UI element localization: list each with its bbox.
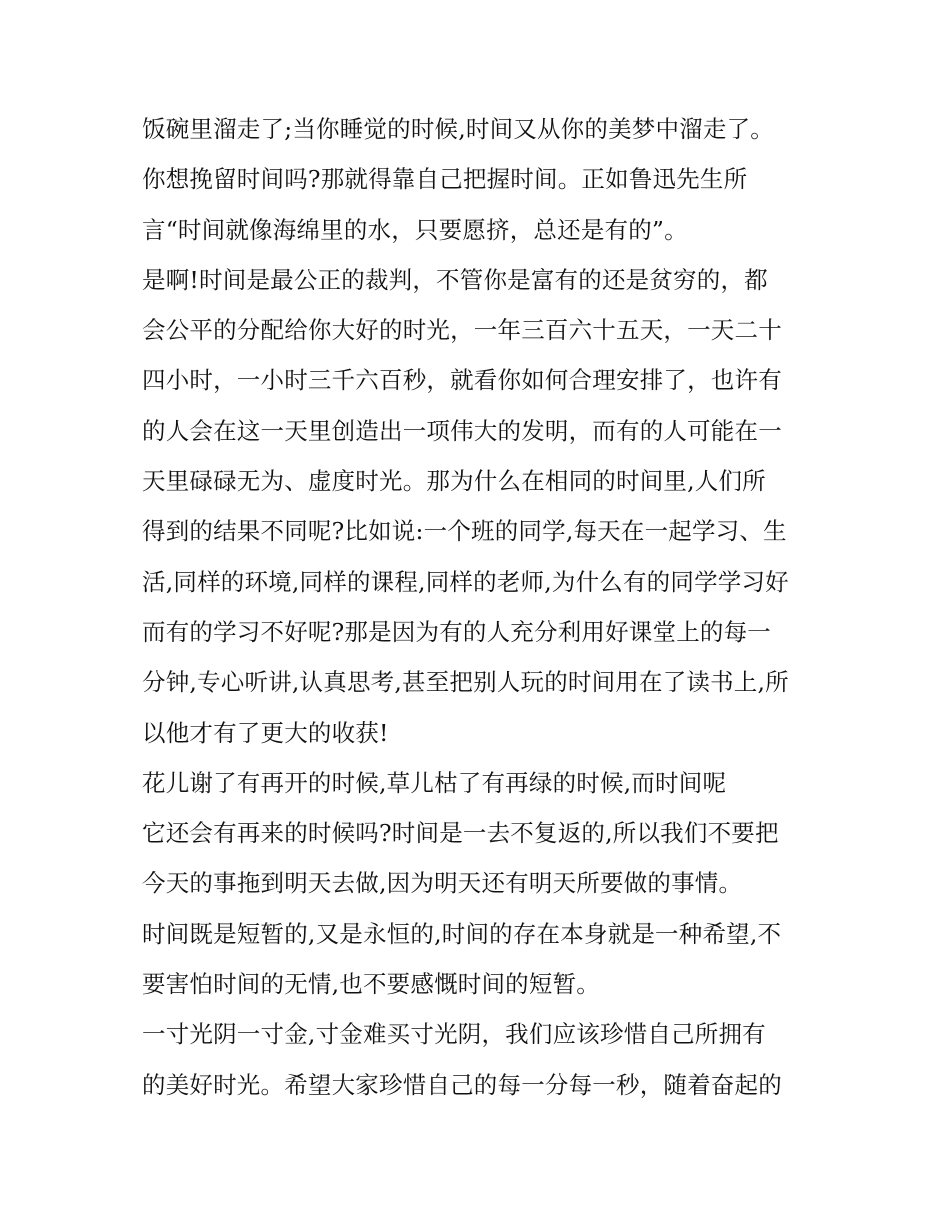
text-line: 得到的结果不同呢?比如说:一个班的同学,每天在一起学习、生 <box>142 517 787 546</box>
document-text <box>142 104 842 1110</box>
text-line: 四小时，一小时三千六百秒，就看你如何合理安排了，也许有 <box>142 366 782 395</box>
text-line: 的人会在这一天里创造出一项伟大的发明，而有的人可能在一 <box>142 416 782 445</box>
text-line: 会公平的分配给你大好的时光，一年三百六十五天，一天二十 <box>142 316 782 345</box>
text-line: 花儿谢了有再开的时候,草儿枯了有再绿的时候,而时间呢 <box>142 768 727 797</box>
text-line: 它还会有再来的时候吗?时间是一去不复返的,所以我们不要把 <box>142 819 779 848</box>
text-line: 是啊!时间是最公正的裁判，不管你是富有的还是贫穷的，都 <box>142 265 768 294</box>
text-line: 以他才有了更大的收获! <box>142 718 389 747</box>
text-line: 的美好时光。希望大家珍惜自己的每一分每一秒，随着奋起的 <box>142 1070 782 1099</box>
text-line: 活,同样的环境,同样的课程,同样的老师,为什么有的同学学习好 <box>142 567 789 596</box>
text-line: 而有的学习不好呢?那是因为有的人充分利用好课堂上的每一 <box>142 617 771 646</box>
text-line: 一寸光阴一寸金,寸金难买寸光阴，我们应该珍惜自己所拥有 <box>142 1020 766 1049</box>
text-line: 要害怕时间的无情,也不要感慨时间的短暂。 <box>142 970 600 999</box>
text-line: 天里碌碌无为、虚度时光。那为什么在相同的时间里,人们所 <box>142 467 766 496</box>
text-line: 饭碗里溜走了;当你睡觉的时候,时间又从你的美梦中溜走了。 <box>142 115 774 143</box>
text-line: 今天的事拖到明天去做,因为明天还有明天所要做的事情。 <box>142 869 743 898</box>
text-line: 时间既是短暂的,又是永恒的,时间的存在本身就是一种希望,不 <box>142 919 782 948</box>
text-line: 分钟,专心听讲,认真思考,甚至把别人玩的时间用在了读书上,所 <box>142 668 789 697</box>
text-line: 你想挽留时间吗?那就得靠自己把握时间。正如鲁迅先生所 <box>142 165 748 194</box>
text-line: 言“时间就像海绵里的水，只要愿挤，总还是有的”。 <box>142 215 688 244</box>
